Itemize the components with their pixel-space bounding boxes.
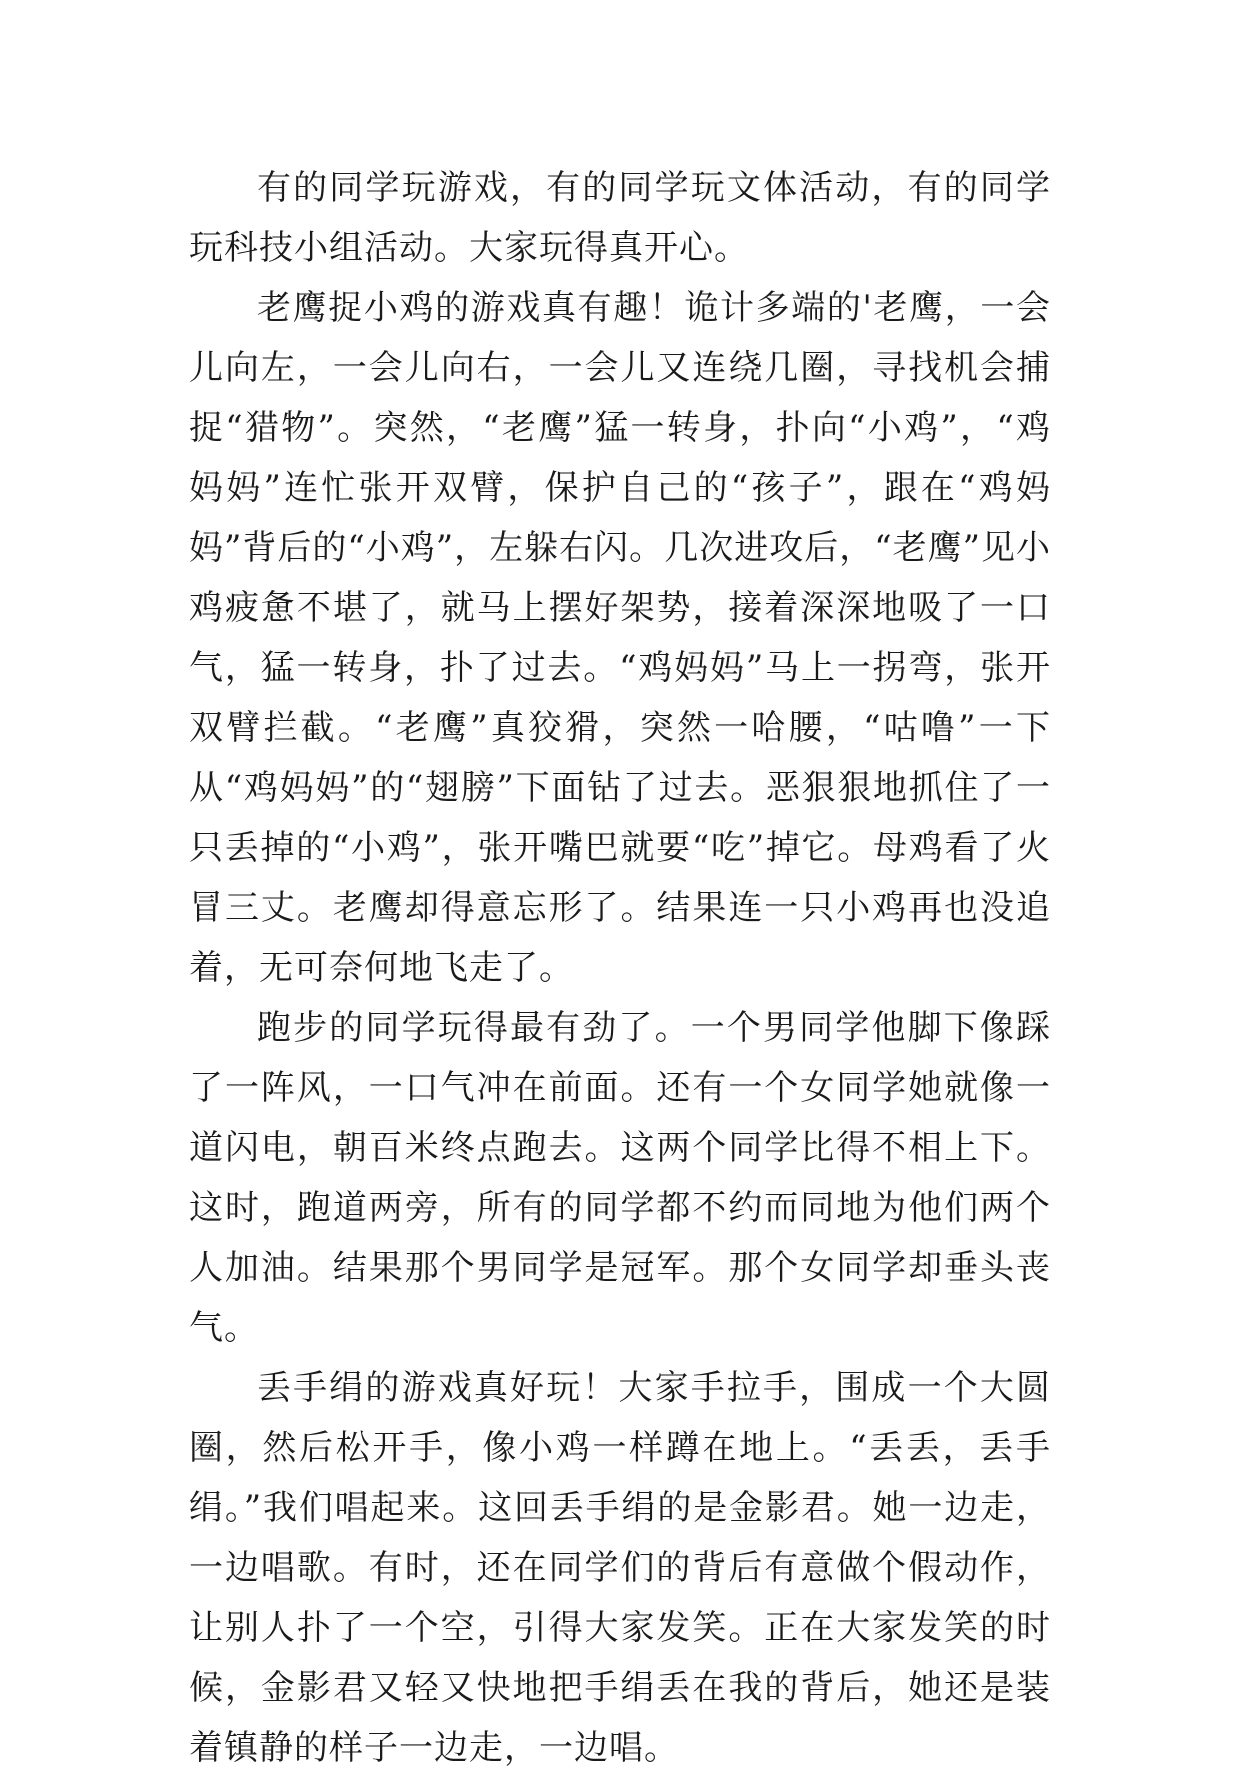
paragraph-3: 跑步的同学玩得最有劲了。一个男同学他脚下像踩了一阵风，一口气冲在前面。还有一个女同学她就像一道闪电，朝百米终点跑去。这两个同学比得不相上下。这时，跑道两旁，所有的同学都不约而同地为他们两个人加油。结果那个男同学是冠军。那个女同学却垂头丧气。	[189, 1008, 1051, 1348]
paragraph-2: 老鹰捉小鸡的游戏真有趣！诡计多端的'老鹰，一会儿向左，一会儿向右，一会儿又连绕几圈，寻找机会捕捉“猎物”。突然，“老鹰”猛一转身，扑向“小鸡”，“鸡妈妈”连忙张开双臂，保护自己的“孩子”，跟在“鸡妈妈”背后的“小鸡”，左躲右闪。几次进攻后，“老鹰”见小鸡疲惫不堪了，就马上摆好架势，接着深深地吸了一口气，猛一转身，扑了过去。“鸡妈妈”马上一拐弯，张开双臂拦截。“老鹰”真狡猾，突然一哈腰，“咕噜”一下从“鸡妈妈”的“翅膀”下面钻了过去。恶狠狠地抓住了一只丢掉的“小鸡”，张开嘴巴就要“吃”掉它。母鸡看了火冒三丈。老鹰却得意忘形了。结果连一只小鸡再也没追着，无可奈何地飞走了。	[189, 288, 1051, 988]
paragraph-1: 有的同学玩游戏，有的同学玩文体活动，有的同学玩科技小组活动。大家玩得真开心。	[189, 168, 1051, 268]
paragraph-4: 丢手绢的游戏真好玩！大家手拉手，围成一个大圆圈，然后松开手，像小鸡一样蹲在地上。“丢丢，丢手绢。”我们唱起来。这回丢手绢的是金影君。她一边走，一边唱歌。有时，还在同学们的背后有意做个假动作，让别人扑了一个空，引得大家发笑。正在大家发笑的时候，金影君又轻又快地把手绢丢在我的背后，她还是装着镇静的样子一边走，一边唱。	[189, 1368, 1051, 1768]
body-text	[189, 158, 1051, 1778]
